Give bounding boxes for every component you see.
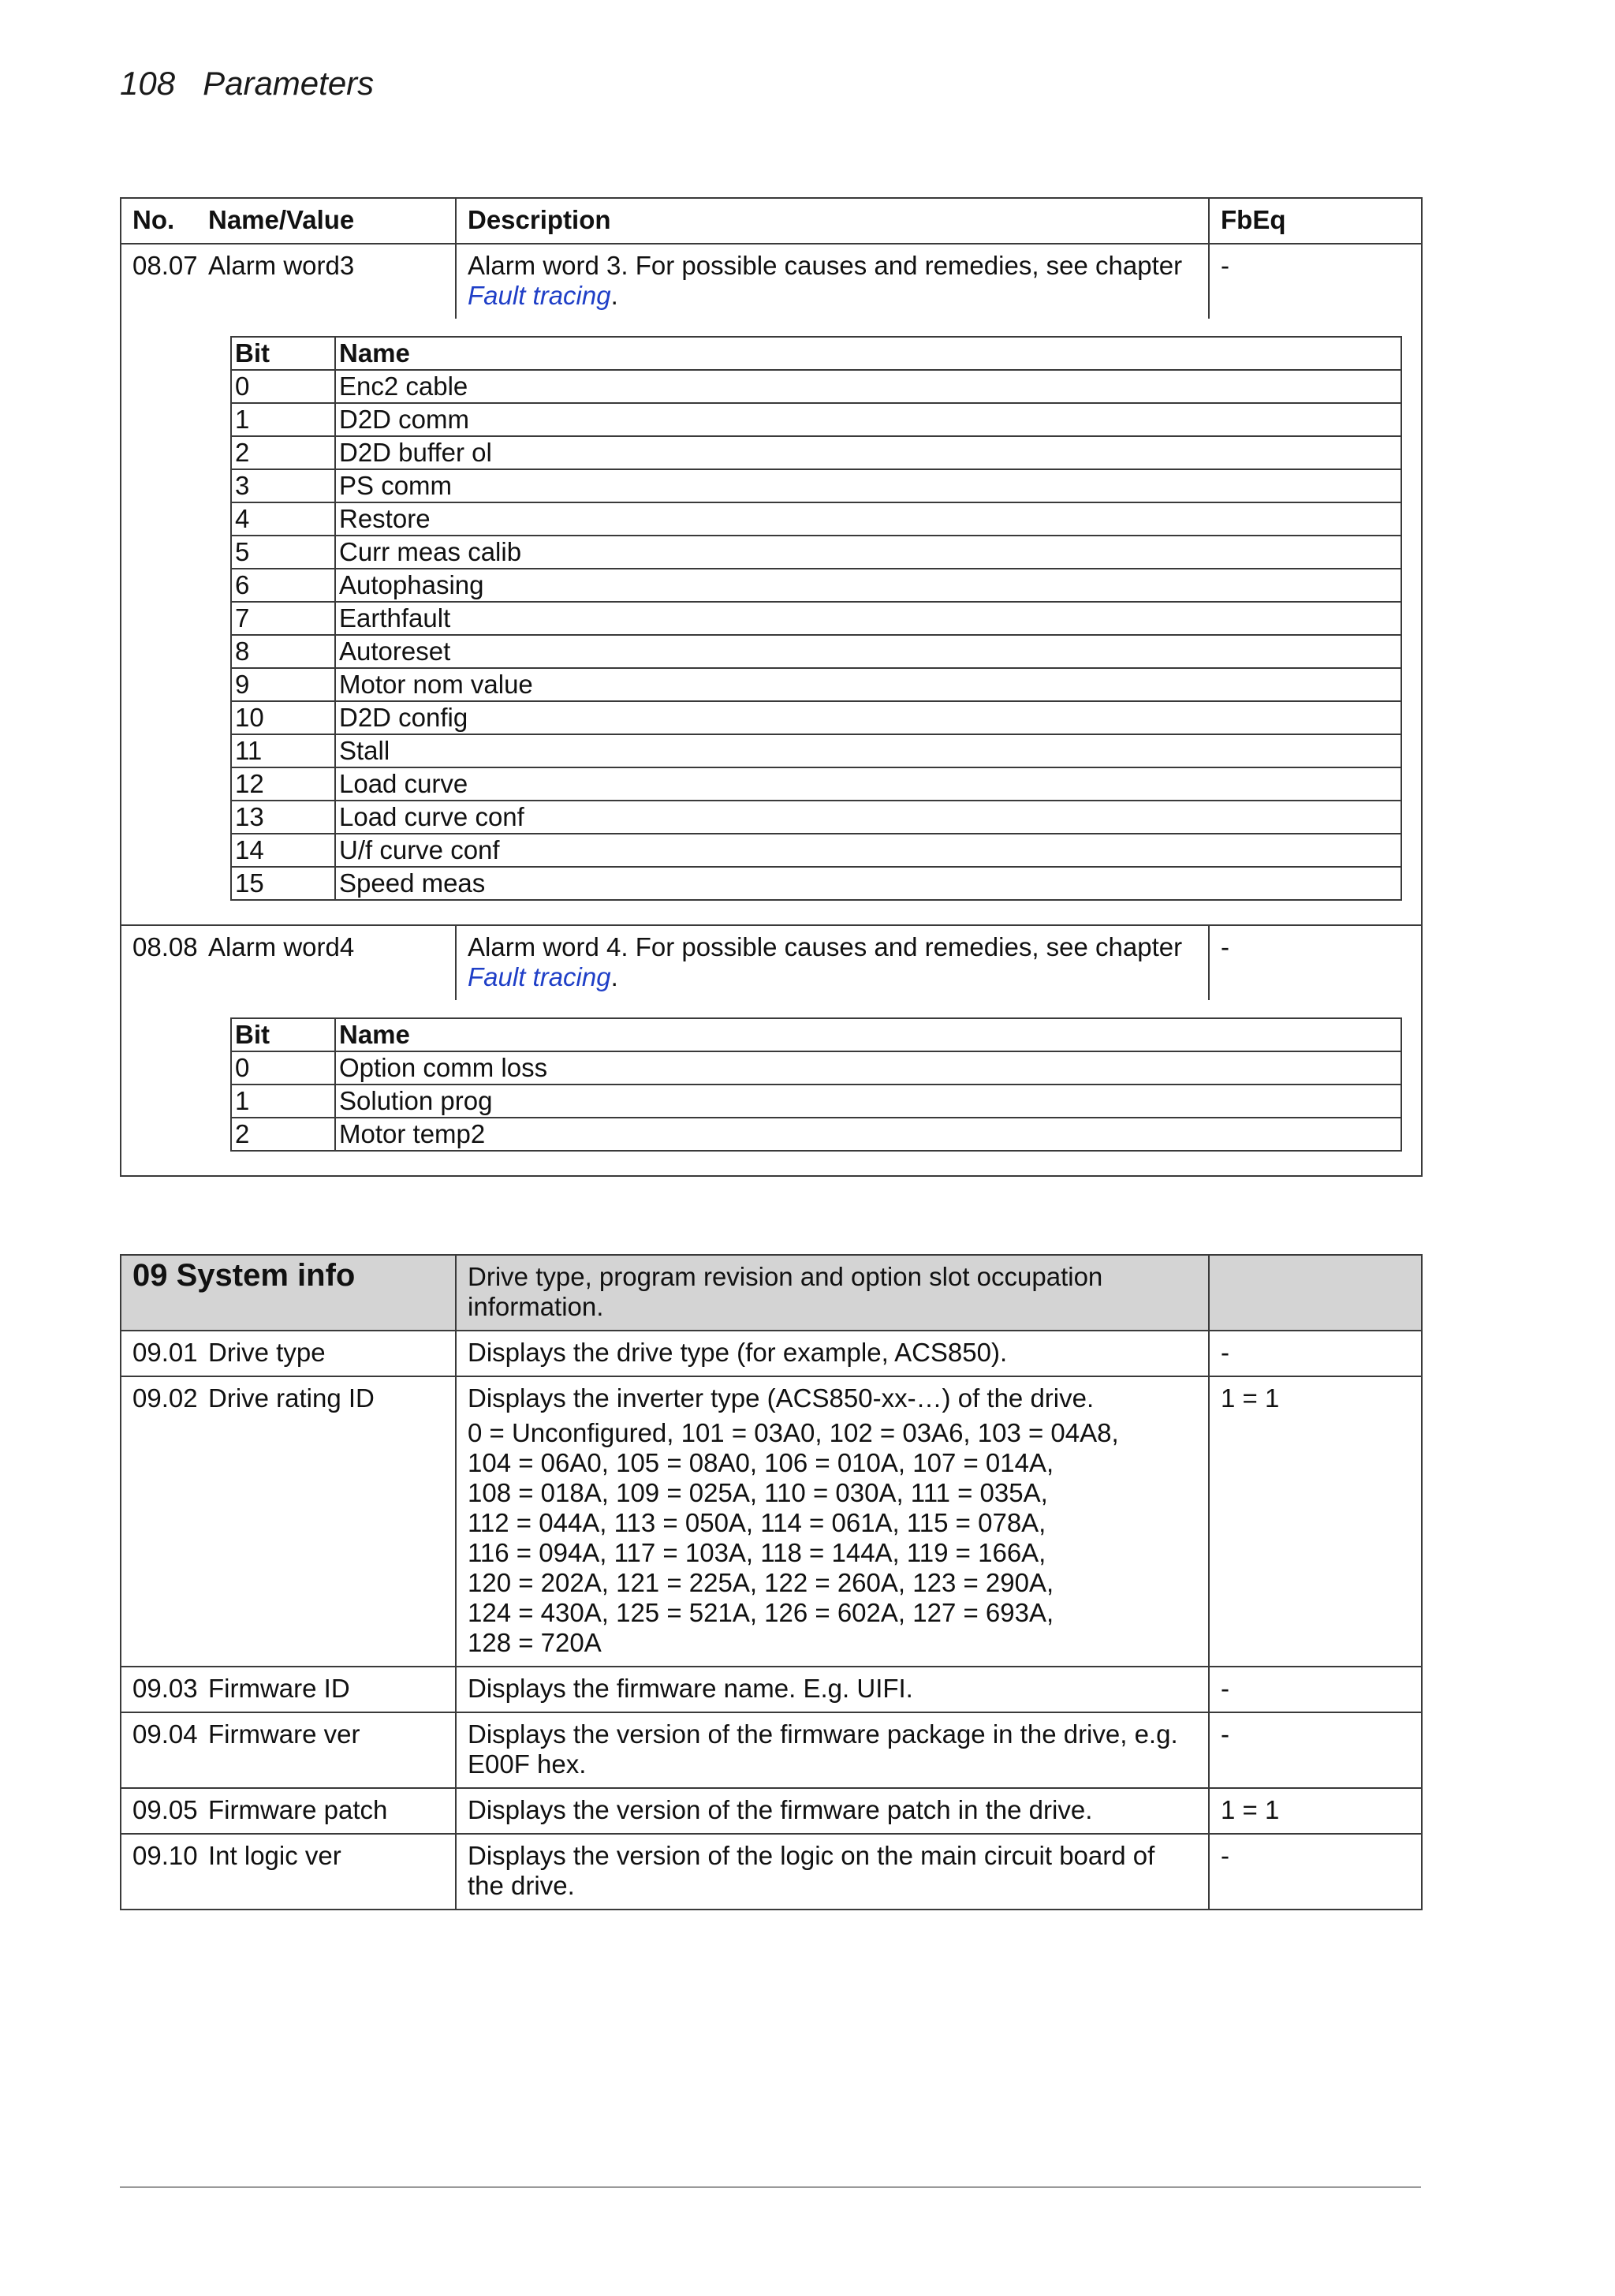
bit-row [231,701,1401,734]
param-name: Firmware ver [197,1712,456,1788]
bit-name: PS comm [335,469,1401,502]
bit-name: U/f curve conf [335,834,1401,867]
bit-name: Option comm loss [335,1051,1401,1085]
bit-name: Motor temp2 [335,1118,1401,1151]
table-header-row [121,198,1422,244]
bit-name: Restore [335,502,1401,536]
bit-row [231,635,1401,668]
param-fbeq: - [1209,1667,1422,1712]
bit-header: Bit [231,337,335,370]
bit-row [231,436,1401,469]
param-row-09-05 [121,1788,1422,1834]
bit-number: 0 [231,370,335,403]
group-fbeq [1209,1255,1422,1331]
bit-row [231,536,1401,569]
param-description: Displays the version of the firmware package in the drive, e.g. E00F hex. [456,1712,1209,1788]
param-no: 09.01 [121,1331,197,1376]
bit-row [231,602,1401,635]
bit-name: Solution prog [335,1085,1401,1118]
bit-number: 14 [231,834,335,867]
header-description: Description [456,198,1209,244]
bit-row [231,834,1401,867]
value-line: 104 = 06A0, 105 = 08A0, 106 = 010A, 107 = 014A, [468,1448,1054,1477]
value-line: 116 = 094A, 117 = 103A, 118 = 144A, 119 = 166A, [468,1538,1046,1567]
param-row-09-04 [121,1712,1422,1788]
value-line: 0 = Unconfigured, 101 = 03A0, 102 = 03A6, 103 = 04A8, [468,1418,1119,1447]
param-description-text: Displays the inverter type (ACS850-xx-…) of the drive. [468,1383,1095,1413]
header-fbeq: FbEq [1209,198,1422,244]
group-description: Drive type, program revision and option slot occupation information. [456,1255,1209,1331]
bit-table-row-08-07 [121,319,1422,925]
bit-number: 4 [231,502,335,536]
value-line: 124 = 430A, 125 = 521A, 126 = 602A, 127 = 693A, [468,1598,1054,1627]
bit-row [231,1051,1401,1085]
param-row-09-02 [121,1376,1422,1667]
bit-number: 2 [231,436,335,469]
param-description: Displays the version of the logic on the main circuit board of the drive. [456,1834,1209,1910]
bit-name-header: Name [335,337,1401,370]
param-fbeq: 1 = 1 [1209,1788,1422,1834]
bit-number: 1 [231,403,335,436]
param-fbeq: - [1209,1712,1422,1788]
bit-row [231,403,1401,436]
header-name: Name/Value [197,198,456,244]
param-row-09-03 [121,1667,1422,1712]
param-no: 08.08 [121,925,197,1000]
param-row-09-01 [121,1331,1422,1376]
param-no: 09.03 [121,1667,197,1712]
bit-number: 6 [231,569,335,602]
bit-number: 5 [231,536,335,569]
param-no: 09.02 [121,1376,197,1667]
param-row-08-08 [121,925,1422,1000]
group-title: 09 System info [121,1255,456,1331]
bit-row [231,867,1401,900]
param-fbeq: - [1209,925,1422,1000]
bit-row [231,801,1401,834]
page-number: 108 [120,65,176,102]
param-name: Int logic ver [197,1834,456,1910]
param-description: Displays the firmware name. E.g. UIFI. [456,1667,1209,1712]
bit-number: 3 [231,469,335,502]
bit-row [231,469,1401,502]
param-name: Drive rating ID [197,1376,456,1667]
param-name: Firmware patch [197,1788,456,1834]
param-name: Firmware ID [197,1667,456,1712]
param-name: Alarm word3 [197,244,456,319]
param-description: Alarm word 3. For possible causes and remedies, see chapter Fault tracing. [456,244,1209,319]
param-fbeq: - [1209,1331,1422,1376]
bit-row [231,569,1401,602]
bit-name: Earthfault [335,602,1401,635]
param-description: Displays the version of the firmware patch in the drive. [456,1788,1209,1834]
bit-number: 1 [231,1085,335,1118]
value-line: 108 = 018A, 109 = 025A, 110 = 030A, 111 = 035A, [468,1478,1048,1507]
bit-row [231,502,1401,536]
bit-name: D2D config [335,701,1401,734]
bit-number: 15 [231,867,335,900]
bit-header-row [231,337,1401,370]
param-no: 09.10 [121,1834,197,1910]
bit-number: 13 [231,801,335,834]
param-fbeq: - [1209,1834,1422,1910]
bit-row [231,767,1401,801]
bit-name: Motor nom value [335,668,1401,701]
bit-number: 11 [231,734,335,767]
bit-name: Curr meas calib [335,536,1401,569]
param-description [456,1376,1209,1667]
bit-table-row-08-08 [121,1000,1422,1176]
bit-number: 10 [231,701,335,734]
parameters-table-08 [120,197,1423,1177]
parameters-table-09 [120,1254,1423,1910]
bit-name: D2D comm [335,403,1401,436]
bit-row [231,1118,1401,1151]
value-line: 128 = 720A [468,1628,602,1657]
bit-table-alarm-word4 [230,1017,1402,1152]
bit-name: D2D buffer ol [335,436,1401,469]
value-line: 112 = 044A, 113 = 050A, 114 = 061A, 115 = 078A, [468,1508,1046,1537]
bit-name: Stall [335,734,1401,767]
bit-number: 12 [231,767,335,801]
page-header [120,65,374,103]
bit-name: Load curve [335,767,1401,801]
bit-name: Enc2 cable [335,370,1401,403]
header-no: No. [121,198,197,244]
bit-number: 0 [231,1051,335,1085]
bit-name-header: Name [335,1018,1401,1051]
bit-number: 2 [231,1118,335,1151]
section-title: Parameters [203,65,375,102]
param-description: Alarm word 4. For possible causes and remedies, see chapter Fault tracing. [456,925,1209,1000]
bit-name: Load curve conf [335,801,1401,834]
param-no: 09.05 [121,1788,197,1834]
bit-header-row [231,1018,1401,1051]
bit-name: Speed meas [335,867,1401,900]
param-fbeq: - [1209,244,1422,319]
bit-number: 9 [231,668,335,701]
bit-name: Autophasing [335,569,1401,602]
group-header-row [121,1255,1422,1331]
param-no: 08.07 [121,244,197,319]
bit-row [231,734,1401,767]
param-row-08-07 [121,244,1422,319]
footer-divider [120,2186,1421,2188]
param-row-09-10 [121,1834,1422,1910]
bit-number: 7 [231,602,335,635]
param-fbeq: 1 = 1 [1209,1376,1422,1667]
fault-tracing-link[interactable]: Fault tracing [468,281,611,310]
value-line: 120 = 202A, 121 = 225A, 122 = 260A, 123 = 290A, [468,1568,1054,1597]
bit-name: Autoreset [335,635,1401,668]
param-description: Displays the drive type (for example, ACS850). [456,1331,1209,1376]
bit-header: Bit [231,1018,335,1051]
bit-row [231,370,1401,403]
bit-row [231,668,1401,701]
fault-tracing-link[interactable]: Fault tracing [468,962,611,991]
param-name: Drive type [197,1331,456,1376]
bit-row [231,1085,1401,1118]
param-no: 09.04 [121,1712,197,1788]
bit-table-alarm-word3 [230,336,1402,901]
bit-number: 8 [231,635,335,668]
param-name: Alarm word4 [197,925,456,1000]
